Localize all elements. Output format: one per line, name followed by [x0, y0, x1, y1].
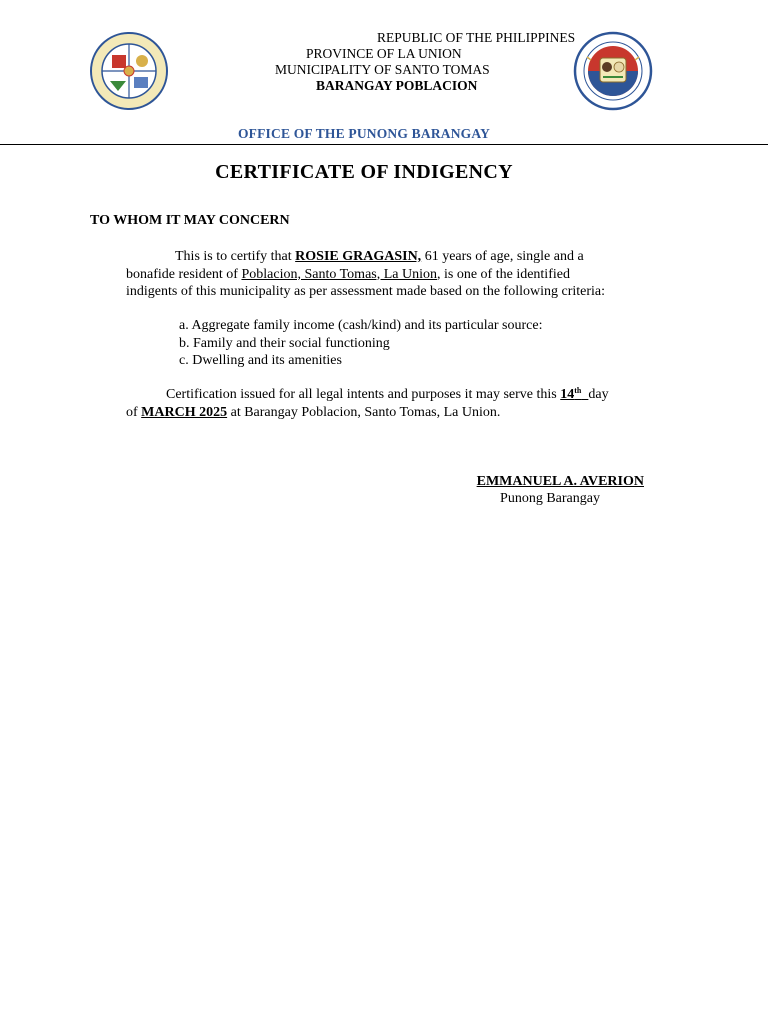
document-title: CERTIFICATE OF INDIGENCY — [215, 161, 513, 183]
criteria-item: c. Dwelling and its amenities — [179, 353, 342, 368]
intro-prefix: This is to certify that — [175, 249, 296, 264]
recipient-address: Poblacion, Santo Tomas, La Union — [241, 266, 437, 282]
criteria-item: b. Family and their social functioning — [179, 335, 390, 351]
issuance-line-2: of MARCH 2025 at Barangay Poblacion, Santo Tomas, La Union. — [126, 404, 501, 420]
recipient-name: ROSIE GRAGASIN, — [295, 249, 422, 264]
issuance-prefix: Certification issued for all legal intents and purposes it may serve this — [166, 387, 561, 402]
header-divider — [0, 144, 768, 145]
criteria-list — [179, 317, 542, 370]
issuance-place: at Barangay Poblacion, Santo Tomas, La Union. — [227, 404, 501, 420]
header-province: PROVINCE OF LA UNION — [306, 46, 462, 61]
issuance-line-1 — [126, 386, 646, 404]
issuance-paragraph — [126, 386, 646, 421]
header-barangay: BARANGAY POBLACION — [316, 78, 478, 93]
body-paragraph — [126, 248, 646, 301]
header-municipality: MUNICIPALITY OF SANTO TOMAS — [275, 62, 490, 77]
body-line-2 — [126, 266, 646, 284]
signatory-title: Punong Barangay — [500, 491, 600, 506]
intro-after-name: 61 years of age, single and a — [421, 249, 584, 264]
issuance-day: 14th — [560, 386, 582, 402]
resident-suffix: , is one of the identified — [437, 266, 570, 282]
salutation: TO WHOM IT MAY CONCERN — [90, 213, 290, 228]
office-heading: OFFICE OF THE PUNONG BARANGAY — [237, 126, 491, 141]
issuance-month-year: MARCH 2025 — [141, 404, 228, 420]
header-republic: REPUBLIC OF THE PHILIPPINES — [377, 30, 576, 45]
body-line-3: indigents of this municipality as per assessment made based on the following criteria: — [126, 284, 606, 299]
municipal-seal-icon — [573, 31, 653, 111]
signatory-name: EMMANUEL A. AVERION — [476, 474, 644, 489]
criteria-item: a. Aggregate family income (cash/kind) and its particular source: — [179, 318, 543, 333]
body-line-1 — [126, 248, 646, 266]
resident-prefix: bonafide resident of — [126, 266, 242, 282]
barangay-seal-icon — [89, 31, 169, 111]
issuance-day-word: day — [588, 387, 609, 402]
